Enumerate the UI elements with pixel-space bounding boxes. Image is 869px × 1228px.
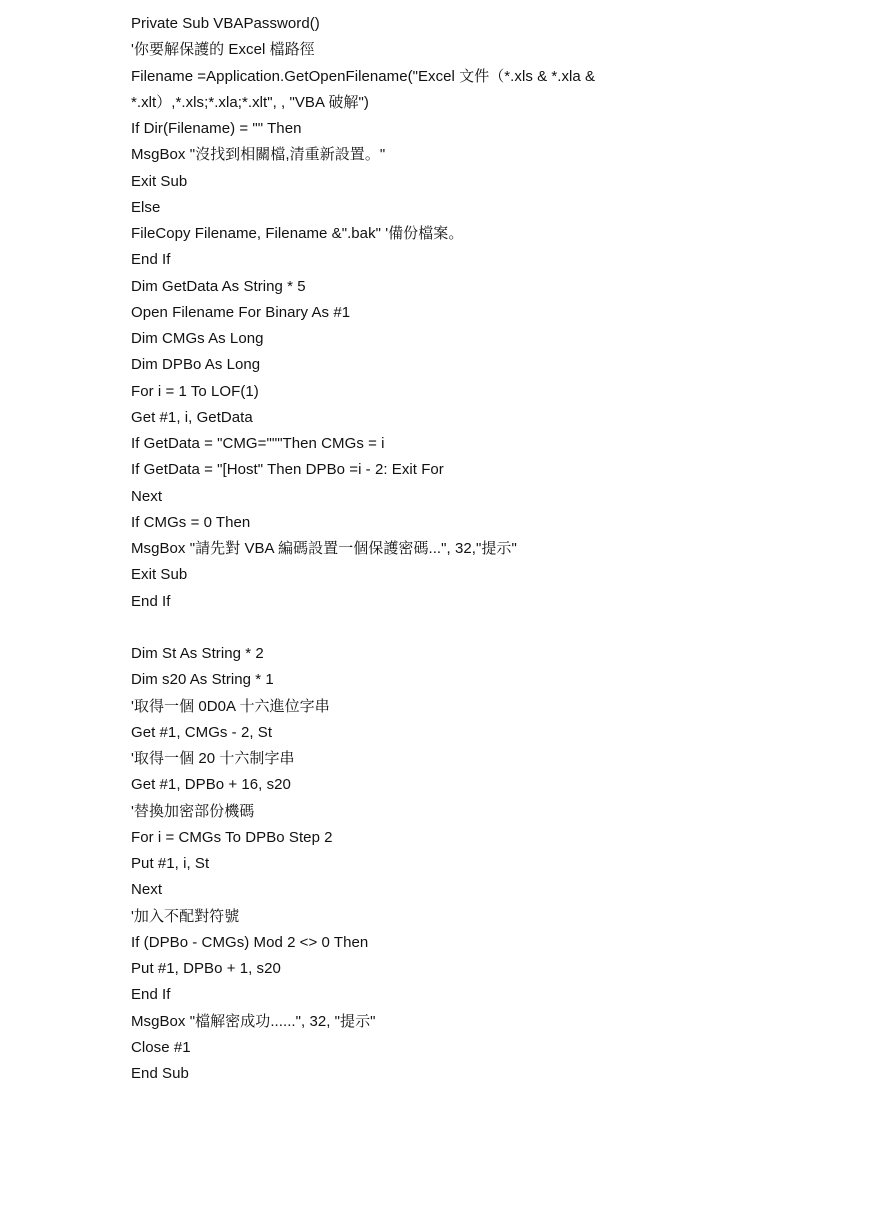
code-line: For i = 1 To LOF(1): [131, 382, 259, 400]
blank-line: [131, 615, 831, 641]
code-line: For i = CMGs To DPBo Step 2: [131, 828, 333, 846]
code-line: If Dir(Filename) = "" Then: [131, 120, 302, 137]
code-line: Private Sub VBAPassword(): [131, 15, 320, 32]
code-line: Close #1: [131, 1038, 191, 1056]
code-line: End Sub: [131, 1065, 189, 1082]
code-line: Get #1, i, GetData: [131, 408, 253, 426]
code-line: Get #1, CMGs - 2, St: [131, 723, 273, 741]
code-line: Else: [131, 198, 161, 216]
code-line: MsgBox "沒找到相關檔,清重新設置。": [131, 146, 386, 164]
code-line: '取得一個 0D0A 十六進位字串: [131, 697, 330, 715]
code-line: Put #1, DPBo + 1, s20: [131, 960, 281, 977]
code-line: If CMGs = 0 Then: [131, 513, 251, 531]
code-line: Dim GetData As String * 5: [131, 277, 306, 295]
code-line: Next: [131, 881, 163, 899]
code-line: Next: [131, 487, 163, 505]
code-line: Get #1, DPBo + 16, s20: [131, 776, 291, 794]
code-line: Put #1, i, St: [131, 855, 210, 872]
code-line: Filename =Application.GetOpenFilename("Excel 文件（*.xls & *.xla &: [131, 67, 596, 85]
code-line: Exit Sub: [131, 172, 188, 190]
code-line: FileCopy Filename, Filename &".bak" '備份檔案。: [131, 225, 464, 242]
code-line: End If: [131, 592, 171, 610]
code-line: Dim s20 As String * 1: [131, 671, 274, 689]
code-line: MsgBox "請先對 VBA 編碼設置一個保護密碼...", 32,"提示": [131, 540, 517, 557]
code-line: End If: [131, 986, 171, 1004]
code-line: Exit Sub: [131, 566, 188, 584]
code-line: If (DPBo - CMGs) Mod 2 <> 0 Then: [131, 933, 369, 951]
code-line: If GetData = "CMG="""Then CMGs = i: [131, 435, 385, 452]
code-line: Open Filename For Binary As #1: [131, 303, 351, 321]
code-line: Dim CMGs As Long: [131, 330, 264, 347]
code-line: Dim St As String * 2: [131, 645, 264, 662]
code-line: MsgBox "檔解密成功......", 32, "提示": [131, 1012, 376, 1030]
code-line: '加入不配對符號: [131, 907, 240, 925]
code-line: *.xlt）,*.xls;*.xla;*.xlt", , "VBA 破解"): [131, 93, 369, 111]
code-line: If GetData = "[Host" Then DPBo =i - 2: Exit For: [131, 461, 444, 479]
code-line: '替換加密部份機碼: [131, 802, 255, 820]
code-line: Dim DPBo As Long: [131, 356, 261, 374]
vba-code-block: [131, 11, 831, 1087]
code-line: '你要解保護的 Excel 檔路徑: [131, 41, 315, 59]
code-line: End If: [131, 251, 171, 269]
code-line: '取得一個 20 十六制字串: [131, 750, 295, 767]
